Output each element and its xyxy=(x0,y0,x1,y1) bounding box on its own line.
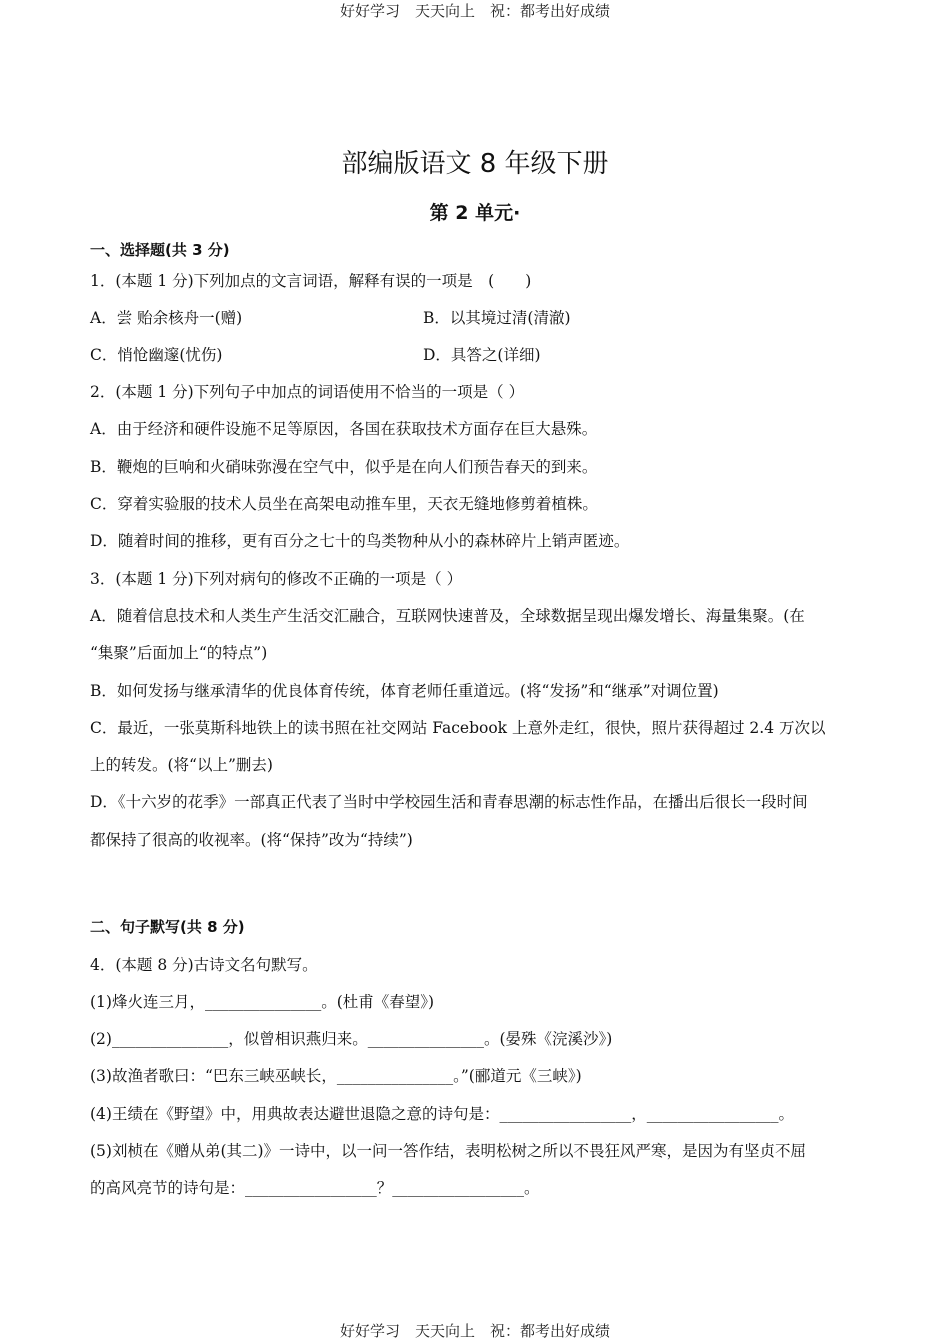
page-footer: 好好学习 天天向上 祝：都考出好成绩 xyxy=(339,1322,610,1340)
q1-stem: 1．(本题 1 分)下列加点的文言词语，解释有误的一项是 ( ) xyxy=(90,272,532,290)
q4-line-4: (4)王绩在《野望》中，用典故表达避世退隐之意的诗句是：_________________，_________________。 xyxy=(90,1105,794,1123)
unit-subtitle: 第 2 单元· xyxy=(429,202,521,224)
q4-stem: 4．(本题 8 分)古诗文名句默写。 xyxy=(90,956,318,974)
q3-option-b: B．如何发扬与继承清华的优良体育传统，体育老师任重道远。(将“发扬”和“继承”对调位置) xyxy=(90,682,719,700)
q4-line-5a: (5)刘桢在《赠从弟(其二)》一诗中，以一问一答作结，表明松树之所以不畏狂风严寒，是因为有坚贞不屈 xyxy=(90,1142,807,1160)
q3-option-a-line2: “集聚”后面加上“的特点”) xyxy=(90,644,268,662)
q2-option-c: C．穿着实验服的技术人员坐在高架电动推车里，天衣无缝地修剪着植株。 xyxy=(90,495,598,513)
q2-option-b: B．鞭炮的巨响和火硝味弥漫在空气中，似乎是在向人们预告春天的到来。 xyxy=(90,458,598,476)
q4-line-5b: 的高风亮节的诗句是：_________________？_________________。 xyxy=(90,1179,540,1197)
q3-option-d-line1: D．《十六岁的花季》一部真正代表了当时中学校园生活和青春思潮的标志性作品，在播出后很长一段时间 xyxy=(90,793,808,811)
q3-option-a-line1: A．随着信息技术和人类生产生活交汇融合，互联网快速普及，全球数据呈现出爆发增长、海量集聚。(在 xyxy=(90,607,805,625)
section-1-heading: 一、选择题(共 3 分) xyxy=(90,241,230,259)
q3-stem: 3．(本题 1 分)下列对病句的修改不正确的一项是（ ） xyxy=(90,570,463,588)
q3-option-d-line2: 都保持了很高的收视率。(将“保持”改为“持续”) xyxy=(90,831,413,849)
q2-stem: 2．(本题 1 分)下列句子中加点的词语使用不恰当的一项是（ ） xyxy=(90,383,525,401)
q3-option-c-line1: C．最近，一张莫斯科地铁上的读书照在社交网站 Facebook 上意外走红，很快，照片获得超过 2.4 万次以 xyxy=(90,719,826,737)
q3-option-c-line2: 上的转发。(将“以上”删去) xyxy=(90,756,273,774)
q2-option-d: D．随着时间的推移，更有百分之七十的鸟类物种从小的森林碎片上销声匿迹。 xyxy=(90,532,630,550)
q4-line-3: (3)故渔者歌曰：“巴东三峡巫峡长，_______________。”(郦道元《三峡》) xyxy=(90,1067,582,1085)
document-title: 部编版语文 8 年级下册 xyxy=(341,149,609,179)
q1-option-d: D．具答之(详细) xyxy=(423,346,541,364)
q1-option-b: B．以其境过清(清澈) xyxy=(423,309,571,327)
q4-line-1: (1)烽火连三月，_______________。(杜甫《春望》) xyxy=(90,993,435,1011)
q2-option-a: A．由于经济和硬件设施不足等原因，各国在获取技术方面存在巨大悬殊。 xyxy=(90,420,598,438)
section-2-heading: 二、句子默写(共 8 分) xyxy=(90,918,245,936)
page-header: 好好学习 天天向上 祝：都考出好成绩 xyxy=(339,2,610,20)
q4-line-2: (2)_______________，似曾相识燕归来。_______________。(晏殊《浣溪沙》) xyxy=(90,1030,613,1048)
q1-option-c: C．悄怆幽邃(忧伤) xyxy=(90,346,223,364)
q1-option-a: A．尝 贻余核舟一(赠) xyxy=(90,309,243,327)
